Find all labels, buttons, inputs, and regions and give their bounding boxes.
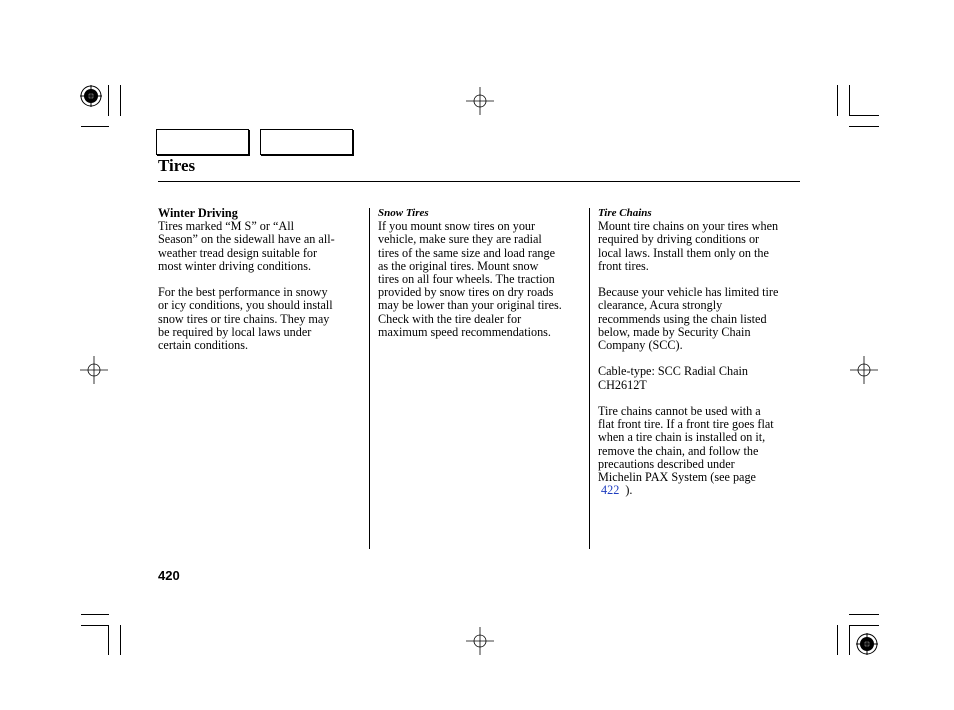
page-reference-line bbox=[598, 484, 808, 497]
registration-target-icon bbox=[856, 633, 878, 655]
column-right bbox=[598, 207, 808, 511]
crop-mark bbox=[849, 115, 879, 116]
paragraph: Cable-type: SCC Radial Chain CH2612T bbox=[598, 364, 748, 392]
crop-mark bbox=[120, 85, 121, 116]
column-left bbox=[158, 207, 363, 365]
paragraph: Tires marked “M S” or “All Season” on the sidewall have an all- weather tread design suitable for most winter driving conditions. bbox=[158, 219, 335, 273]
crop-mark bbox=[837, 625, 838, 655]
crop-mark bbox=[849, 614, 879, 615]
page-link-422[interactable]: 422 bbox=[601, 483, 620, 498]
nav-tab-main-menu[interactable] bbox=[156, 129, 249, 155]
column-divider bbox=[369, 208, 370, 549]
paragraph: Mount tire chains on your tires when required by driving conditions or local laws. Install them only on the front tires. bbox=[598, 219, 779, 273]
crop-mark bbox=[81, 126, 109, 127]
paragraph: Because your vehicle has limited tire clearance, Acura strongly recommends using the chain listed below, made by Security Chain Company (SCC). bbox=[598, 285, 779, 353]
column-divider bbox=[589, 208, 590, 549]
crop-mark bbox=[849, 126, 879, 127]
crop-mark bbox=[108, 85, 109, 116]
crop-mark bbox=[849, 625, 879, 626]
column-middle bbox=[378, 207, 586, 352]
page-title: Tires bbox=[158, 156, 196, 175]
paragraph: Tire chains cannot be used with a flat front tire. If a front tire goes flat when a tire chain is installed on it, remove the chain, and follow the precautions described under Michelin PAX System (see page bbox=[598, 404, 774, 485]
crop-mark bbox=[837, 85, 838, 116]
crosshair-icon bbox=[850, 356, 878, 384]
paragraph: For the best performance in snowy or icy conditions, you should install snow tires or tire chains. They may be required by local laws under certain conditions. bbox=[158, 285, 333, 353]
crop-mark bbox=[120, 625, 121, 655]
title-divider bbox=[158, 181, 800, 182]
nav-tab-index[interactable] bbox=[260, 129, 353, 155]
section-heading-tire-chains: Tire Chains bbox=[598, 207, 652, 219]
page-number: 420 bbox=[158, 568, 180, 583]
registration-target-icon bbox=[80, 85, 102, 107]
crop-mark bbox=[81, 614, 109, 615]
page-reference-suffix: ). bbox=[622, 483, 633, 498]
crop-mark bbox=[849, 85, 850, 116]
crop-mark bbox=[81, 625, 109, 626]
crop-mark bbox=[849, 625, 850, 655]
crosshair-icon bbox=[466, 87, 494, 115]
paragraph: If you mount snow tires on your vehicle, make sure they are radial tires of the same size and load range as the original tires. Mount snow tires on all four wheels. The traction provided by snow tires on dry roads may be lower than your original tires. Check with the tire dealer for maximum speed recommendations. bbox=[378, 219, 562, 339]
crosshair-icon bbox=[466, 627, 494, 655]
crosshair-icon bbox=[80, 356, 108, 384]
section-heading-winter-driving: Winter Driving bbox=[158, 206, 238, 220]
crop-mark bbox=[108, 625, 109, 655]
section-heading-snow-tires: Snow Tires bbox=[378, 207, 429, 219]
